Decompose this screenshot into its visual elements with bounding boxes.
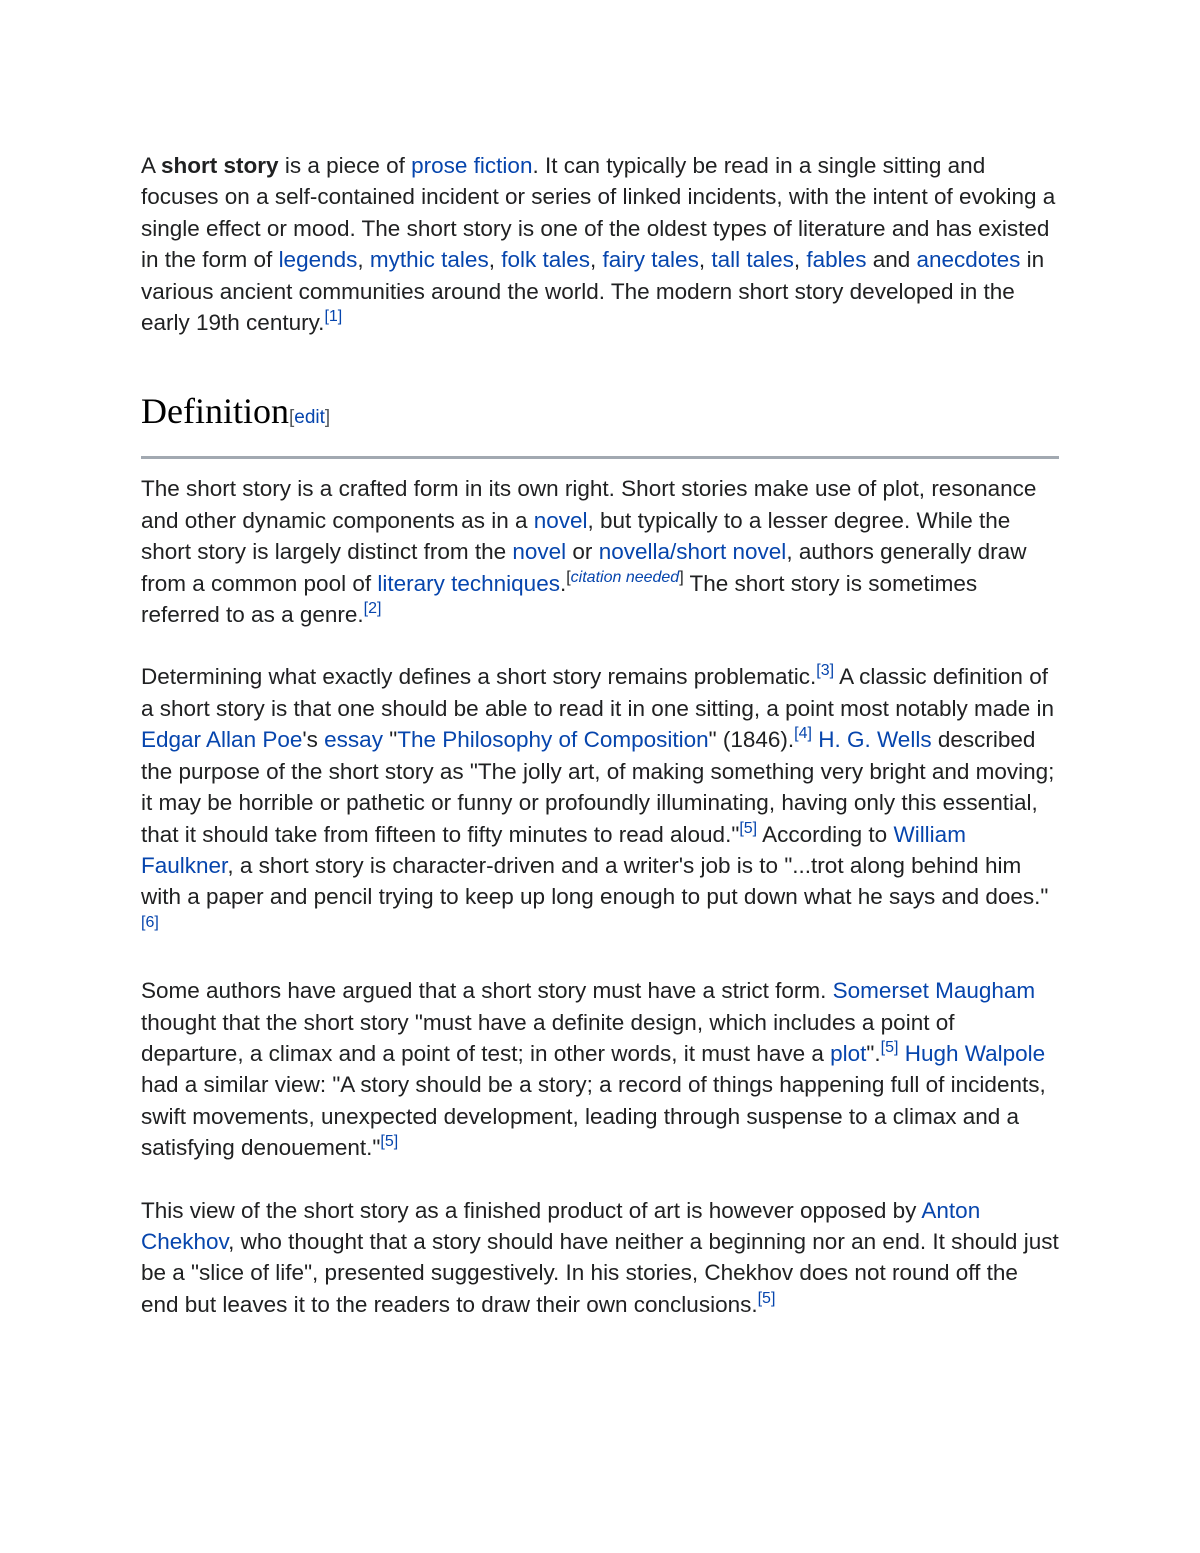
citation[interactable] <box>364 600 382 617</box>
citation-link[interactable]: [2] <box>363 600 382 618</box>
link-fables[interactable]: fables <box>806 247 867 273</box>
citation[interactable] <box>758 1290 776 1307</box>
text: described the purpose of the short story as "The jolly art, of making something very bright and moving; it may be horrible or pathetic or funny or profoundly illuminating, having only this essential, that it should take from fifteen to fifty minutes to read aloud." <box>141 727 1055 847</box>
citation-needed-link[interactable]: citation needed <box>570 568 680 586</box>
text: . <box>559 570 567 596</box>
citation-needed[interactable] <box>566 569 683 586</box>
text: , who thought that a story should have neither a beginning nor an end. It should just be a "slice of life", presented suggestively. In his stories, Chekhov does not round off the end but leaves it to the readers to draw their own conclusions. <box>141 1228 1059 1317</box>
text: , <box>488 247 502 273</box>
text: " <box>382 727 398 753</box>
text: is a piece of <box>278 153 412 178</box>
text: , but typically to a lesser degree. While the short story is largely distinct from the <box>141 507 1011 565</box>
text: or <box>566 539 599 565</box>
text: A classic definition of a short story is that one should be able to read it in one sitting, a point most notably made in <box>141 664 1055 721</box>
link-philosophy-of-composition[interactable]: The Philosophy of Composition <box>397 727 709 753</box>
text: A <box>141 153 162 178</box>
link-novel[interactable]: novel <box>533 507 588 533</box>
citation[interactable] <box>141 914 159 931</box>
link-william-faulkner[interactable]: William Faulkner <box>141 821 966 878</box>
text: ". <box>866 1040 881 1066</box>
citation-link[interactable]: [6] <box>141 913 159 931</box>
article-body <box>141 150 1059 1320</box>
link-essay[interactable]: essay <box>324 727 383 753</box>
link-fairy-tales[interactable]: fairy tales <box>602 247 699 273</box>
citation-link[interactable]: [5] <box>757 1289 776 1307</box>
paragraph <box>141 1195 1059 1321</box>
paragraph <box>141 473 1059 630</box>
text: According to <box>757 821 894 847</box>
bracket: [ <box>566 568 571 586</box>
bold-term: short story <box>161 153 279 178</box>
text: This view of the short story as a finished product of art is however opposed by <box>141 1197 922 1223</box>
citation[interactable] <box>739 820 757 837</box>
text: " (1846). <box>708 727 795 753</box>
link-anton-chekhov[interactable]: Anton Chekhov <box>141 1197 981 1254</box>
section-heading <box>141 390 1059 459</box>
text: 's <box>302 727 325 753</box>
link-hg-wells[interactable]: H. G. Wells <box>818 727 932 753</box>
link-mythic-tales[interactable]: mythic tales <box>369 247 489 273</box>
citation[interactable] <box>794 725 812 742</box>
text: Some authors have argued that a short story must have a strict form. <box>141 978 833 1004</box>
citation-link[interactable]: [4] <box>794 725 812 743</box>
text: Determining what exactly defines a short story remains problematic. <box>141 664 817 690</box>
citation-link[interactable]: [5] <box>880 1038 899 1056</box>
link-legends[interactable]: legends <box>278 247 358 273</box>
text: thought that the short story "must have a definite design, which includes a point of departure, a climax and a point of test; in other words, it must have a <box>141 1009 955 1066</box>
text: , authors generally draw from a common pool of <box>141 539 1027 596</box>
citation[interactable] <box>816 662 834 679</box>
link-hugh-walpole[interactable]: Hugh Walpole <box>904 1040 1046 1066</box>
text: The short story is a crafted form in its own right. Short stories make use of plot, resonance and other dynamic components as in a <box>141 476 1037 533</box>
link-literary-techniques[interactable]: literary techniques <box>377 570 560 596</box>
citation[interactable] <box>380 1133 398 1150</box>
paragraph <box>141 975 1059 1163</box>
text: and <box>866 247 917 273</box>
text: had a similar view: "A story should be a story; a record of things happening full of incidents, swift movements, unexpected development, leading through suspense to a climax and a satisfying denouement." <box>141 1072 1046 1161</box>
link-plot[interactable]: plot <box>830 1040 867 1066</box>
link-somerset-maugham[interactable]: Somerset Maugham <box>832 978 1036 1004</box>
text: , <box>357 247 370 273</box>
bracket: ] <box>324 407 331 429</box>
text: , <box>590 247 603 273</box>
text: . It can typically be read in a single sitting and focuses on a self-contained incident or series of linked incidents, with the intent of evoking a single effect or mood. The short story is one of the oldest types of literature and has existed in the form of <box>141 153 1056 273</box>
link-edgar-allan-poe[interactable]: Edgar Allan Poe <box>141 727 303 753</box>
intro-paragraph <box>141 150 1059 338</box>
text: in various ancient communities around the world. The modern short story developed in the early 19th century. <box>141 247 1045 336</box>
citation-link[interactable]: [1] <box>324 308 343 326</box>
link-folk-tales[interactable]: folk tales <box>501 247 591 273</box>
text: , <box>793 247 807 273</box>
bracket: ] <box>679 568 684 586</box>
citation[interactable] <box>881 1039 899 1056</box>
link-tall-tales[interactable]: tall tales <box>711 247 794 273</box>
citation-link[interactable]: [5] <box>380 1133 399 1151</box>
edit-section <box>289 407 330 428</box>
paragraph <box>141 661 1059 944</box>
link-prose-fiction[interactable]: prose fiction <box>411 153 533 178</box>
citation[interactable] <box>324 308 342 325</box>
citation-link[interactable]: [5] <box>739 819 758 837</box>
text: The short story is sometimes referred to as a genre. <box>141 570 978 628</box>
link-novella[interactable]: novella/short novel <box>598 539 787 565</box>
bracket: [ <box>288 407 295 429</box>
section-title: Definition <box>141 391 289 432</box>
link-novel[interactable]: novel <box>512 539 567 565</box>
text: , a short story is character-driven and a writer's job is to "...trot along behind him with a paper and pencil trying to keep up long enough to put down what he says and does." <box>141 852 1049 910</box>
edit-link[interactable]: edit <box>294 407 325 429</box>
text: , <box>698 247 712 273</box>
citation-link[interactable]: [3] <box>816 662 835 680</box>
link-anecdotes[interactable]: anecdotes <box>916 247 1021 273</box>
